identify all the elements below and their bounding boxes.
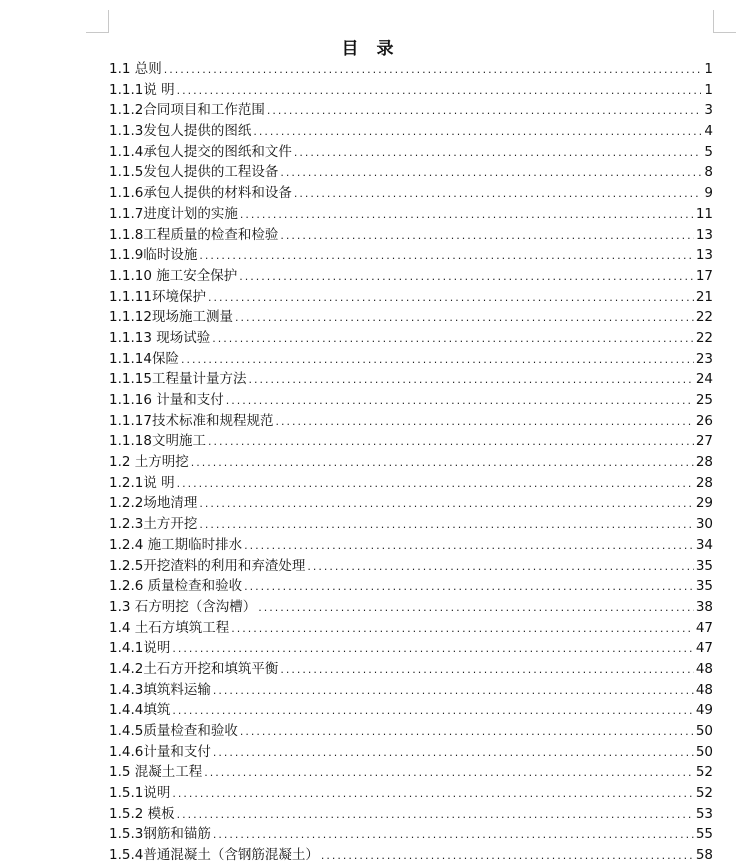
toc-entry-label: 1.1.17技术标准和规程规范 [109,412,274,429]
toc-entry[interactable] [109,59,713,80]
toc-entry-page-number: 58 [695,847,713,864]
toc-entry[interactable] [109,700,713,721]
toc-entry[interactable] [109,183,713,204]
toc-entry-label: 1.5.3钢筋和锚筋 [109,826,211,843]
toc-entry[interactable] [109,142,713,163]
crop-mark-top-right [713,10,736,33]
toc-dot-leader [172,784,693,805]
toc-dot-leader [208,432,694,453]
toc-entry-label: 1.5 混凝土工程 [109,764,203,781]
toc-dot-leader [181,350,694,371]
toc-entry[interactable] [109,473,713,494]
toc-entry-label: 1.1.12现场施工测量 [109,309,233,326]
toc-dot-leader [164,60,701,81]
toc-entry[interactable] [109,121,713,142]
toc-entry[interactable] [109,328,713,349]
toc-entry[interactable] [109,535,713,556]
toc-entry-label: 1.1.14保险 [109,350,179,367]
toc-entry-label: 1.2.4 施工期临时排水 [109,536,243,553]
toc-entry-page-number: 8 [704,164,713,181]
toc-dot-leader [253,122,701,143]
toc-entry-label: 1.1.3发包人提供的图纸 [109,123,252,140]
toc-dot-leader [177,81,701,102]
toc-entry-label: 1.4.5质量检查和验收 [109,723,238,739]
toc-entry-page-number: 28 [695,474,713,491]
toc-entry-label: 1.1.6承包人提供的材料和设备 [109,185,292,202]
toc-entry-page-number: 50 [695,743,713,760]
toc-entry-page-number: 55 [695,826,713,843]
toc-dot-leader [172,701,693,722]
toc-entry-page-number: 47 [695,619,713,636]
toc-dot-leader [321,846,694,867]
toc-entry[interactable] [109,824,713,845]
toc-entry-page-number: 4 [704,123,713,140]
toc-entry[interactable] [109,493,713,514]
toc-entry[interactable] [109,266,713,287]
toc-dot-leader [239,267,694,288]
toc-title: 目 录 [341,39,400,59]
toc-dot-leader [248,370,693,391]
toc-dot-leader [280,660,693,681]
toc-entry-label: 1.1.5发包人提供的工程设备 [109,164,279,181]
toc-dot-leader [240,722,694,743]
toc-entry-label: 1.2.5开挖渣料的利用和弃渣处理 [109,557,306,574]
toc-entry-label: 1.1.1说 明 [109,81,175,98]
toc-dot-leader [172,639,693,660]
toc-entry-page-number: 26 [695,412,713,429]
toc-entry-page-number: 11 [695,205,713,222]
toc-entry-label: 1.4.3填筑料运输 [109,681,211,698]
toc-dot-leader [280,226,693,247]
toc-entry-page-number: 53 [695,805,713,822]
toc-entry[interactable] [109,618,713,639]
toc-entry-label: 1.1.13 现场试验 [109,329,211,346]
toc-entry-page-number: 48 [695,660,713,677]
toc-entry[interactable] [109,452,713,473]
toc-entry-page-number: 30 [695,516,713,533]
toc-dot-leader [240,205,694,226]
table-of-contents [109,59,713,866]
toc-entry-page-number: 23 [695,350,713,367]
toc-entry-page-number: 24 [695,371,713,388]
toc-entry[interactable] [109,804,713,825]
toc-entry-page-number: 35 [695,557,713,574]
toc-dot-leader [213,825,694,846]
toc-dot-leader [280,163,701,184]
toc-entry-page-number: 35 [695,578,713,595]
toc-dot-leader [294,184,701,205]
toc-entry-label: 1.1.11环境保护 [109,288,206,305]
toc-entry-label: 1.5.4普通混凝土（含钢筋混凝土） [109,847,319,864]
toc-entry-page-number: 52 [695,785,713,802]
toc-entry-label: 1.2.6 质量检查和验收 [109,578,243,595]
toc-entry-label: 1.1.16 计量和支付 [109,392,224,408]
toc-dot-leader [177,805,694,826]
toc-entry-label: 1.1 总则 [109,61,162,77]
toc-entry-label: 1.2 土方明挖 [109,454,189,471]
toc-entry-page-number: 3 [704,102,713,119]
toc-entry-label: 1.1.7进度计划的实施 [109,205,238,222]
toc-entry[interactable] [109,204,713,225]
toc-entry-label: 1.1.9临时设施 [109,247,198,264]
toc-entry[interactable] [109,514,713,535]
toc-entry[interactable] [109,100,713,121]
toc-dot-leader [275,412,693,433]
toc-entry[interactable] [109,556,713,577]
toc-entry-label: 1.4.2土石方开挖和填筑平衡 [109,660,279,677]
toc-dot-leader [231,619,694,640]
toc-entry[interactable] [109,390,713,411]
toc-entry[interactable] [109,245,713,266]
toc-entry-label: 1.1.4承包人提交的图纸和文件 [109,143,292,160]
toc-dot-leader [199,494,693,515]
toc-entry-page-number: 22 [695,309,713,326]
toc-entry[interactable] [109,783,713,804]
toc-entry-label: 1.1.18文明施工 [109,433,206,450]
toc-dot-leader [199,515,693,536]
toc-entry-page-number: 9 [704,185,713,202]
toc-entry[interactable] [109,369,713,390]
toc-entry-page-number: 38 [695,598,713,615]
toc-entry-page-number: 17 [695,267,713,284]
toc-dot-leader [213,681,694,702]
toc-dot-leader [208,288,694,309]
toc-entry-label: 1.1.10 施工安全保护 [109,267,238,284]
toc-entry[interactable] [109,349,713,370]
toc-dot-leader [212,329,694,350]
crop-mark-top-left [86,10,109,33]
toc-entry-label: 1.4.1说明 [109,640,171,657]
toc-dot-leader [199,246,693,267]
toc-entry-label: 1.5.2 模板 [109,805,175,822]
toc-entry-page-number: 47 [695,640,713,657]
toc-dot-leader [267,101,701,122]
toc-entry-label: 1.4.6计量和支付 [109,743,211,760]
toc-entry-page-number: 52 [695,764,713,781]
toc-dot-leader [235,308,694,329]
toc-dot-leader [294,143,701,164]
toc-entry-label: 1.2.1说 明 [109,474,175,491]
toc-entry-page-number: 13 [695,226,713,243]
toc-entry-page-number: 28 [695,454,713,471]
toc-entry[interactable] [109,721,713,742]
toc-dot-leader [258,598,694,619]
toc-entry[interactable] [109,431,713,452]
toc-entry-label: 1.5.1说明 [109,785,171,802]
toc-entry[interactable] [109,845,713,866]
toc-dot-leader [177,474,694,495]
toc-entry-label: 1.4 土石方填筑工程 [109,619,230,636]
toc-entry-page-number: 50 [695,723,713,739]
toc-entry-page-number: 21 [695,288,713,305]
toc-entry-page-number: 48 [695,681,713,698]
toc-entry-label: 1.1.2合同项目和工作范围 [109,102,265,119]
toc-entry-page-number: 5 [704,143,713,160]
toc-entry[interactable] [109,659,713,680]
toc-entry-label: 1.2.3土方开挖 [109,516,198,533]
toc-entry[interactable] [109,287,713,308]
toc-entry[interactable] [109,762,713,783]
toc-entry-label: 1.1.8工程质量的检查和检验 [109,226,279,243]
toc-dot-leader [244,536,694,557]
toc-entry-page-number: 1 [704,81,713,98]
toc-entry[interactable] [109,638,713,659]
toc-dot-leader [204,763,694,784]
toc-entry-label: 1.4.4填筑 [109,702,171,719]
toc-entry-page-number: 29 [695,495,713,512]
toc-entry-label: 1.1.15工程量计量方法 [109,371,247,388]
toc-entry-page-number: 13 [695,247,713,264]
toc-dot-leader [191,453,694,474]
toc-entry[interactable] [109,80,713,101]
toc-entry[interactable] [109,411,713,432]
toc-entry[interactable] [109,742,713,763]
toc-entry-page-number: 25 [695,392,713,408]
toc-entry-page-number: 49 [695,702,713,719]
toc-entry-page-number: 27 [695,433,713,450]
toc-entry-page-number: 1 [704,61,713,77]
toc-entry-page-number: 22 [695,329,713,346]
toc-entry[interactable] [109,576,713,597]
toc-entry[interactable] [109,307,713,328]
toc-dot-leader [226,391,694,412]
toc-dot-leader [244,577,694,598]
toc-dot-leader [307,557,693,578]
toc-entry-label: 1.3 石方明挖（含沟槽） [109,598,257,615]
toc-dot-leader [213,743,694,764]
toc-entry[interactable] [109,680,713,701]
toc-entry-page-number: 34 [695,536,713,553]
toc-entry[interactable] [109,162,713,183]
toc-entry[interactable] [109,225,713,246]
toc-entry[interactable] [109,597,713,618]
toc-entry-label: 1.2.2场地清理 [109,495,198,512]
